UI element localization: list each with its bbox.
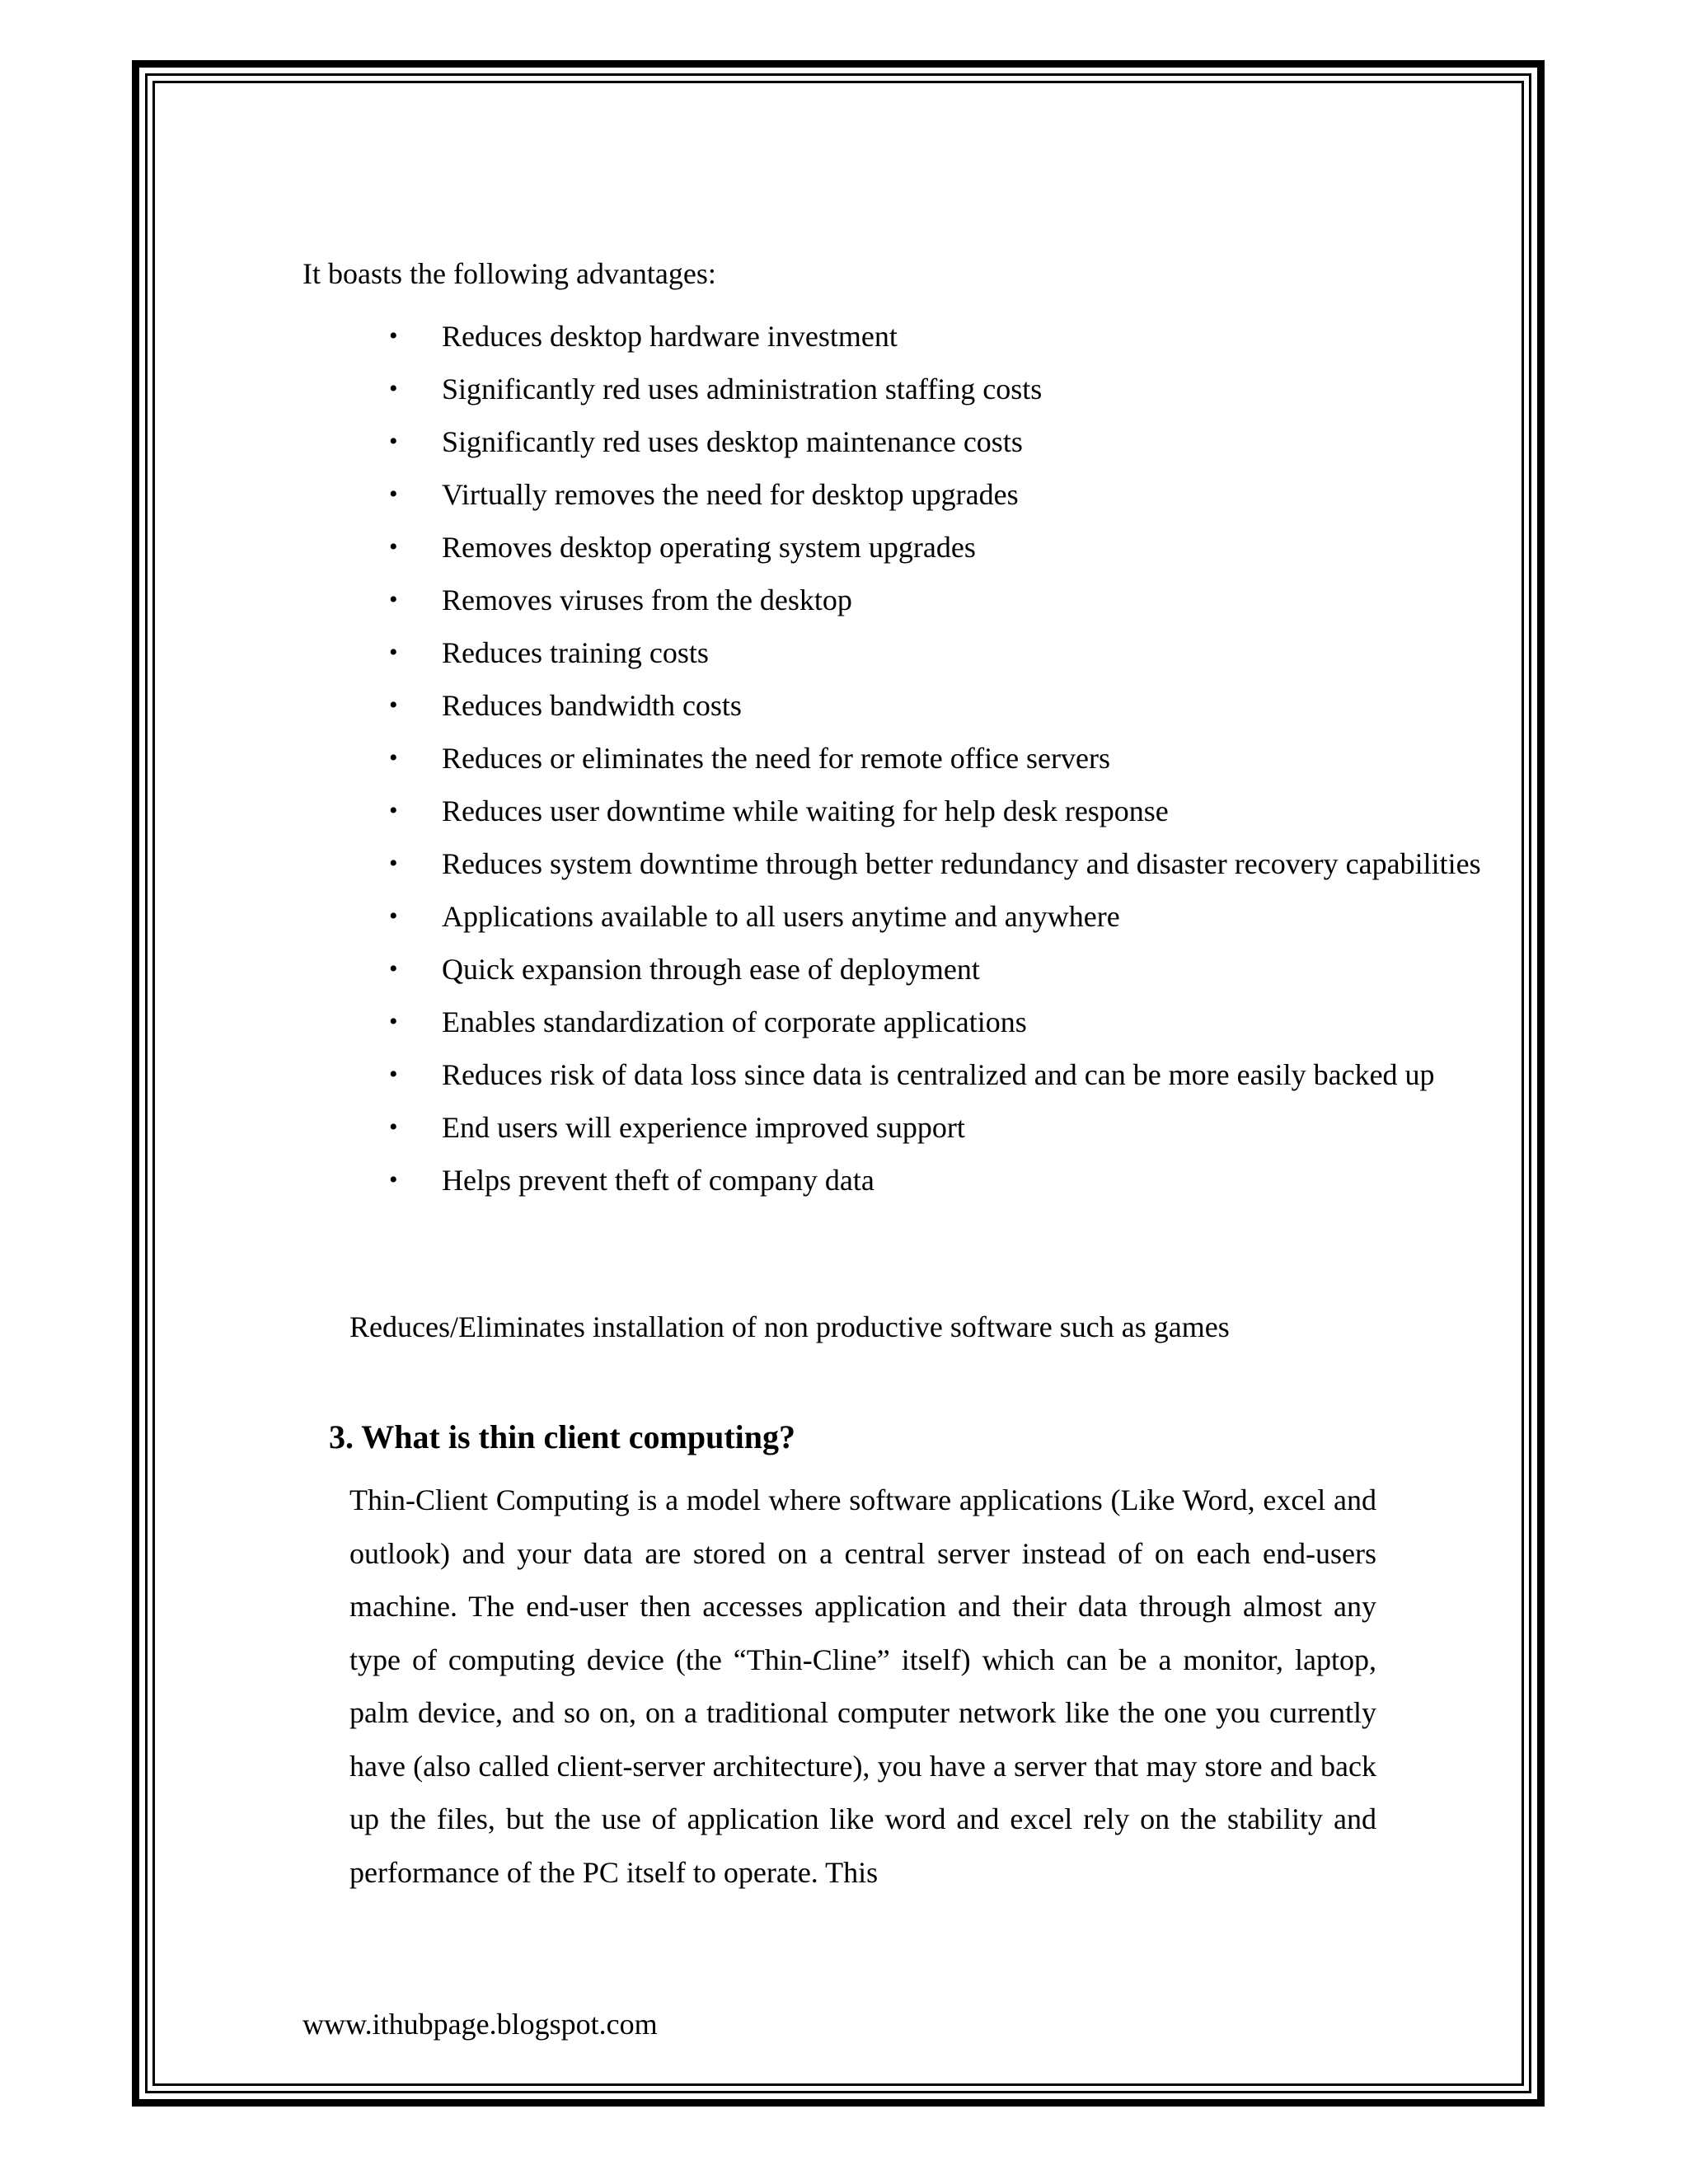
list-item-text: Significantly red uses administration staffing costs (442, 373, 1043, 405)
bullet-icon: • (389, 428, 398, 455)
list-item (389, 1154, 1492, 1207)
bullet-icon: • (389, 955, 398, 982)
list-item (389, 996, 1492, 1048)
list-item-text: Removes viruses from the desktop (442, 583, 852, 616)
section-paragraph: Thin-Client Computing is a model where software applications (Like Word, excel and outlook) and your data are stored on a central server instead of on each end-users machine. The end-user then accesses application and their data through almost any type of computing device (the “Thin-Cline” itself) which can be a monitor, laptop, palm device, and so on, on a traditional computer network like the one you currently have (also called client-server architecture), you have a server that may store and back up the files, but the use of application like word and excel rely on the stability and performance of the PC itself to operate. This (349, 1483, 1376, 1889)
list-item (389, 363, 1492, 415)
list-item (389, 626, 1492, 679)
list-item (389, 415, 1492, 468)
list-item-text: Enables standardization of corporate applications (442, 1005, 1027, 1038)
bullet-icon: • (389, 1061, 398, 1088)
list-item-text: Virtually removes the need for desktop upgrades (442, 478, 1019, 511)
list-item (389, 1101, 1492, 1154)
list-item (389, 785, 1492, 837)
bullet-icon: • (389, 480, 398, 508)
list-item (389, 310, 1492, 363)
bullet-icon: • (389, 902, 398, 930)
bullet-icon: • (389, 1166, 398, 1193)
list-item-text: Reduces bandwidth costs (442, 689, 742, 722)
bullet-icon: • (389, 375, 398, 402)
list-item-text: Reduces desktop hardware investment (442, 320, 898, 353)
bullet-icon: • (389, 1008, 398, 1035)
list-item (389, 943, 1492, 996)
list-item-text: Reduces training costs (442, 636, 709, 669)
list-item (389, 521, 1492, 574)
list-item (389, 468, 1492, 521)
list-item (389, 890, 1492, 943)
list-item-text: Removes desktop operating system upgrades (442, 531, 976, 564)
advantages-list (389, 310, 1492, 1207)
intro-text: It boasts the following advantages: (302, 257, 716, 290)
footer-url: www.ithubpage.blogspot.com (302, 2008, 658, 2041)
list-item-text: Applications available to all users anytime and anywhere (442, 900, 1120, 933)
list-item (389, 837, 1492, 890)
list-item (389, 1048, 1492, 1101)
bullet-icon: • (389, 797, 398, 824)
trailing-line: Reduces/Eliminates installation of non productive software such as games (349, 1310, 1230, 1343)
bullet-icon: • (389, 691, 398, 719)
list-item-text: Reduces system downtime through better redundancy and disaster recovery capabilities (442, 847, 1481, 880)
list-item (389, 679, 1492, 732)
list-item-text: Quick expansion through ease of deployment (442, 953, 980, 986)
bullet-icon: • (389, 322, 398, 349)
list-item (389, 574, 1492, 626)
list-item-text: Reduces user downtime while waiting for help desk response (442, 794, 1169, 827)
list-item-text: Helps prevent theft of company data (442, 1164, 874, 1197)
bullet-icon: • (389, 586, 398, 613)
list-item-text: Reduces or eliminates the need for remote office servers (442, 742, 1111, 775)
bullet-icon: • (389, 533, 398, 560)
bullet-icon: • (389, 1113, 398, 1141)
list-item-text: Reduces risk of data loss since data is centralized and can be more easily backed up (442, 1058, 1435, 1091)
list-item-text: End users will experience improved support (442, 1111, 965, 1144)
section-heading: 3. What is thin client computing? (329, 1418, 795, 1455)
bullet-icon: • (389, 639, 398, 666)
bullet-icon: • (389, 850, 398, 877)
bullet-icon: • (389, 744, 398, 771)
list-item-text: Significantly red uses desktop maintenance costs (442, 425, 1023, 458)
list-item (389, 732, 1492, 785)
